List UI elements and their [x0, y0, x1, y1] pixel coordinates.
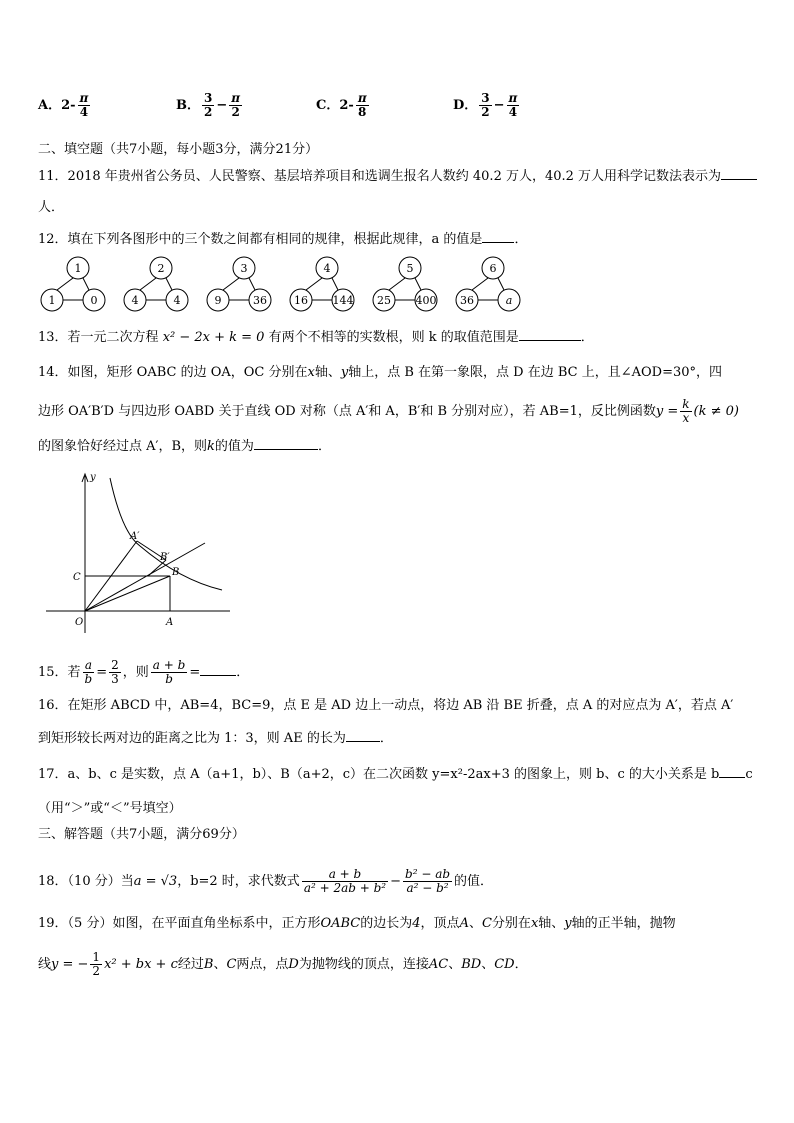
question-14: 14．如图，矩形 OABC 的边 OA，OC 分别在x轴、y轴上，点 B 在第一象限，点 D 在边 BC 上，且∠AOD=30°，四: [38, 365, 723, 380]
point-c-label: C: [73, 572, 81, 583]
question-17: 17．a、b、c 是实数，点 A（a+1，b）、B（a+2，c）在二次函数 y=x²-2ax+3 的图象上，则 b、c 的大小关系是 b c: [38, 767, 753, 782]
question-14-cont: 边形 OA′B′D 与四边形 OABD 关于直线 OD 对称（点 A′和 A，B′和 B 分别对应），若 AB=1，反比例函数y = $\frac{k}{x}$ (k ≠ 0): [38, 397, 739, 425]
pattern-number-left: 4: [131, 294, 139, 307]
pattern-number-left: 16: [294, 294, 308, 307]
choice-b: B． $\frac{3}{2}$ − $\frac{\pi}{2}$: [176, 91, 241, 119]
axis-y-label: y: [90, 472, 96, 483]
question-16-cont: 到矩形较长两对边的距离之比为 1：3，则 AE 的长为 ．: [38, 731, 393, 746]
section-fill-in-heading: 二、填空题（共7小题，每小题3分，满分21分）: [38, 142, 319, 157]
pattern-number-left: 9: [214, 294, 222, 307]
point-a-prime-label: A′: [130, 531, 140, 542]
point-a-label: A: [166, 617, 174, 628]
question-19: 19．（5 分）如图，在平面直角坐标系中，正方形OABC的边长为4，顶点A、C分别在x轴、y轴的正半轴，抛物: [38, 916, 676, 931]
pattern-number-top: 5: [406, 262, 414, 275]
choice-a: A．2- $\frac{\pi}{4}$: [38, 91, 89, 119]
pattern-number-left: 36: [460, 294, 474, 307]
point-b-prime-label: B′: [160, 552, 170, 563]
origin-label: O: [75, 617, 84, 628]
question-13: 13．若一元二次方程 x² − 2x + k = 0 有两个不相等的实数根，则 k 的取值范围是 ．: [38, 330, 594, 345]
question-16: 16．在矩形 ABCD 中，AB=4，BC=9，点 E 是 AD 边上一动点，将边 AB 沿 BE 折叠，点 A 的对应点为 A′，若点 A′: [38, 698, 734, 713]
point-b-label: B: [172, 567, 180, 578]
pattern-number-right: 4: [173, 294, 181, 307]
question-11-cont: 人．: [38, 200, 65, 215]
question-12: 12．填在下列各图形中的三个数之间都有相同的规律，根据此规律，a 的值是 ．: [38, 232, 528, 247]
pattern-number-top: 4: [323, 262, 331, 275]
pattern-number-left: 1: [48, 294, 56, 307]
pattern-number-left: 25: [377, 294, 391, 307]
pattern-number-top: 1: [74, 262, 82, 275]
question-11: 11．2018 年贵州省公务员、人民警察、基层培养项目和选调生报名人数约 40.2 万人，40.2 万人用科学记数法表示为: [38, 167, 757, 186]
question-18: 18．（10 分）当a = √3，b=2 时，求代数式 $\frac{a + b}{\text{a² + 2ab + b²}}$ − $\frac{\text{b² − ab}}{\text{a² − b²}}$ 的值．: [38, 867, 494, 895]
question-15: 15．若 $\frac{a}{b}$ = $\frac{2}{3}$ ，则 $\frac{a + b}{b}$ = ．: [38, 658, 250, 686]
section-solve-heading: 三、解答题（共7小题，满分69分）: [38, 827, 245, 842]
rectangle-hyperbola-figure: [40, 468, 235, 638]
question-14-cont2: 的图象恰好经过点 A′，B，则k的值为 ．: [38, 439, 331, 454]
pattern-number-right: 36: [253, 294, 267, 307]
pattern-number-top: 3: [240, 262, 248, 275]
pattern-number-top: 2: [157, 262, 165, 275]
choice-c: C．2- $\frac{\pi}{8}$: [316, 91, 367, 119]
number-pattern-figure: [38, 255, 528, 313]
pattern-number-right: 400: [415, 294, 437, 307]
pattern-number-right: 144: [332, 294, 354, 307]
question-19-cont: 线y = − $\frac{1}{2}$ x² + bx + c经过B、C两点，点D为抛物线的顶点，连接AC、BD、CD．: [38, 950, 528, 978]
question-17-cont: （用“＞”或“＜”号填空）: [38, 801, 182, 816]
pattern-number-right: 0: [90, 294, 98, 307]
pattern-number-top: 6: [489, 262, 497, 275]
pattern-number-right: a: [505, 294, 513, 307]
choice-d: D． $\frac{3}{2}$ − $\frac{\pi}{4}$: [453, 91, 518, 119]
